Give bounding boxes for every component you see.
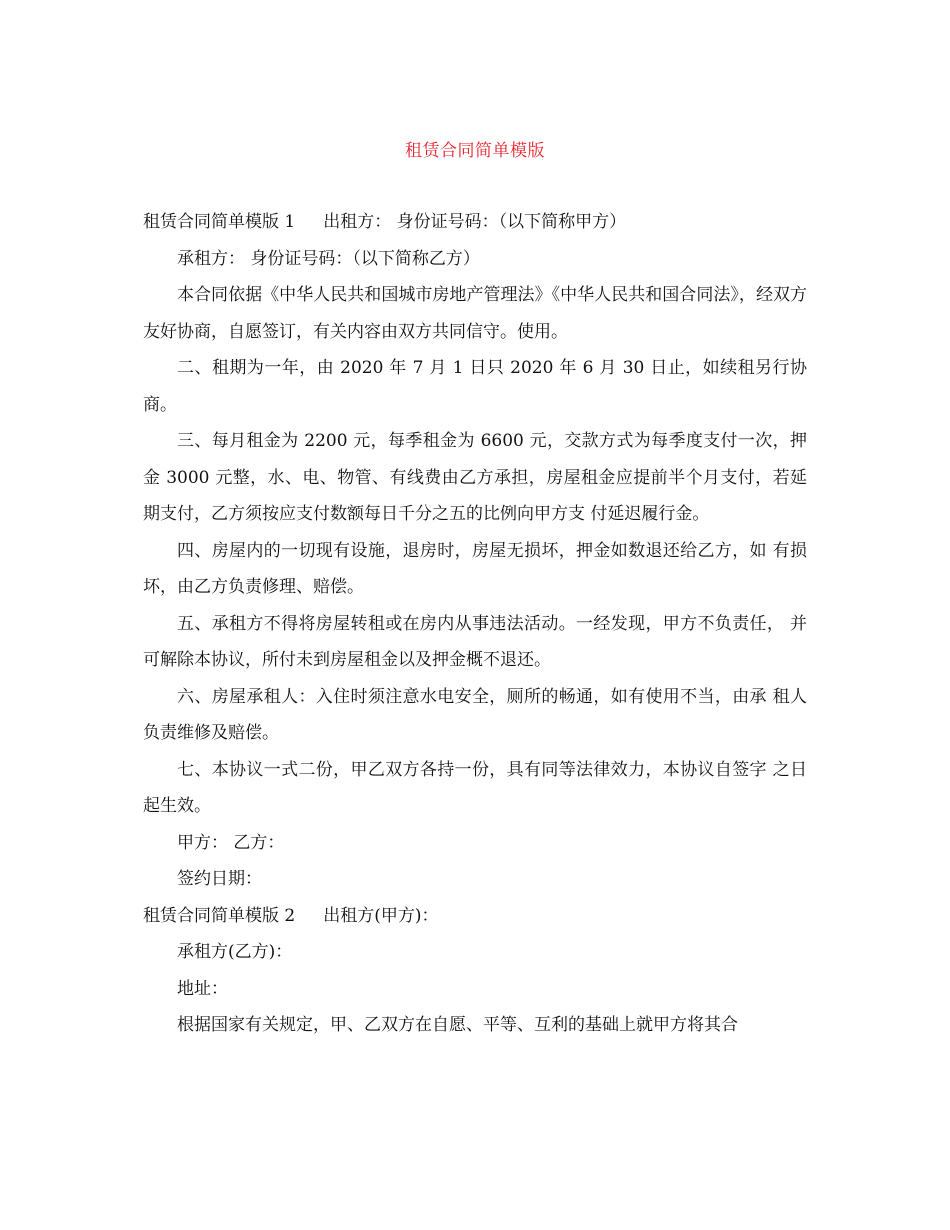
section-1-paragraph: 承租方： 身份证号码：（以下简称乙方）	[177, 248, 480, 269]
section-1-paragraph: 二、租期为一年，由 2020 年 7 月 1 日只 2020 年 6 月 30 日止，如续租另行协商。	[143, 358, 807, 415]
section-1-paragraph: 六、房屋承租人：入住时须注意水电安全，厕所的畅通，如有使用不当，由承 租人负责维修及赔偿。	[143, 686, 807, 743]
section-2-paragraph: 根据国家有关规定，甲、乙双方在自愿、平等、互利的基础上就甲方将其合	[177, 1015, 738, 1035]
section-1-first-line: 出租方： 身份证号码：（以下简称甲方）	[323, 212, 627, 232]
section-1-paragraph: 五、承租方不得将房屋转租或在房内从事违法活动。一经发现，甲方不负责任， 并可解除本协议，所付未到房屋租金以及押金概不退还。	[143, 613, 807, 670]
section-2-heading: 租赁合同简单模版 2	[143, 905, 296, 926]
section-2-paragraph: 地址：	[177, 978, 228, 999]
section-2-heading-line	[143, 898, 807, 935]
signature-line: 甲方： 乙方：	[177, 832, 285, 853]
section-1-heading: 租赁合同简单模版 1	[143, 212, 296, 232]
document-title: 租赁合同简单模版	[405, 141, 545, 161]
section-1-paragraph: 三、每月租金为 2200 元，每季租金为 6600 元，交款方式为每季度支付一次，押金 3000 元整，水、电、物管、有线费由乙方承担，房屋租金应提前半个月支付，若延期支付，乙方须按应支付数额每日千分之五的比例向甲方支 付延迟履行金。	[143, 431, 807, 524]
section-1-heading-line	[143, 204, 807, 241]
section-1-paragraph: 七、本协议一式二份，甲乙双方各持一份，具有同等法律效力，本协议自签字 之日起生效。	[143, 759, 807, 816]
document-body	[143, 204, 807, 1044]
section-1-paragraph: 本合同依据《中华人民共和国城市房地产管理法》《中华人民共和国合同法》，经双方友好协商，自愿签订，有关内容由双方共同信守。使用。	[143, 285, 807, 342]
section-2-first-line: 出租方(甲方)：	[323, 905, 439, 926]
section-2-paragraph: 承租方(乙方)：	[177, 942, 293, 962]
signing-date-line: 签约日期：	[177, 869, 262, 889]
section-1-paragraph: 四、房屋内的一切现有设施，退房时，房屋无损坏，押金如数退还给乙方，如 有损坏，由乙方负责修理、赔偿。	[143, 540, 807, 597]
